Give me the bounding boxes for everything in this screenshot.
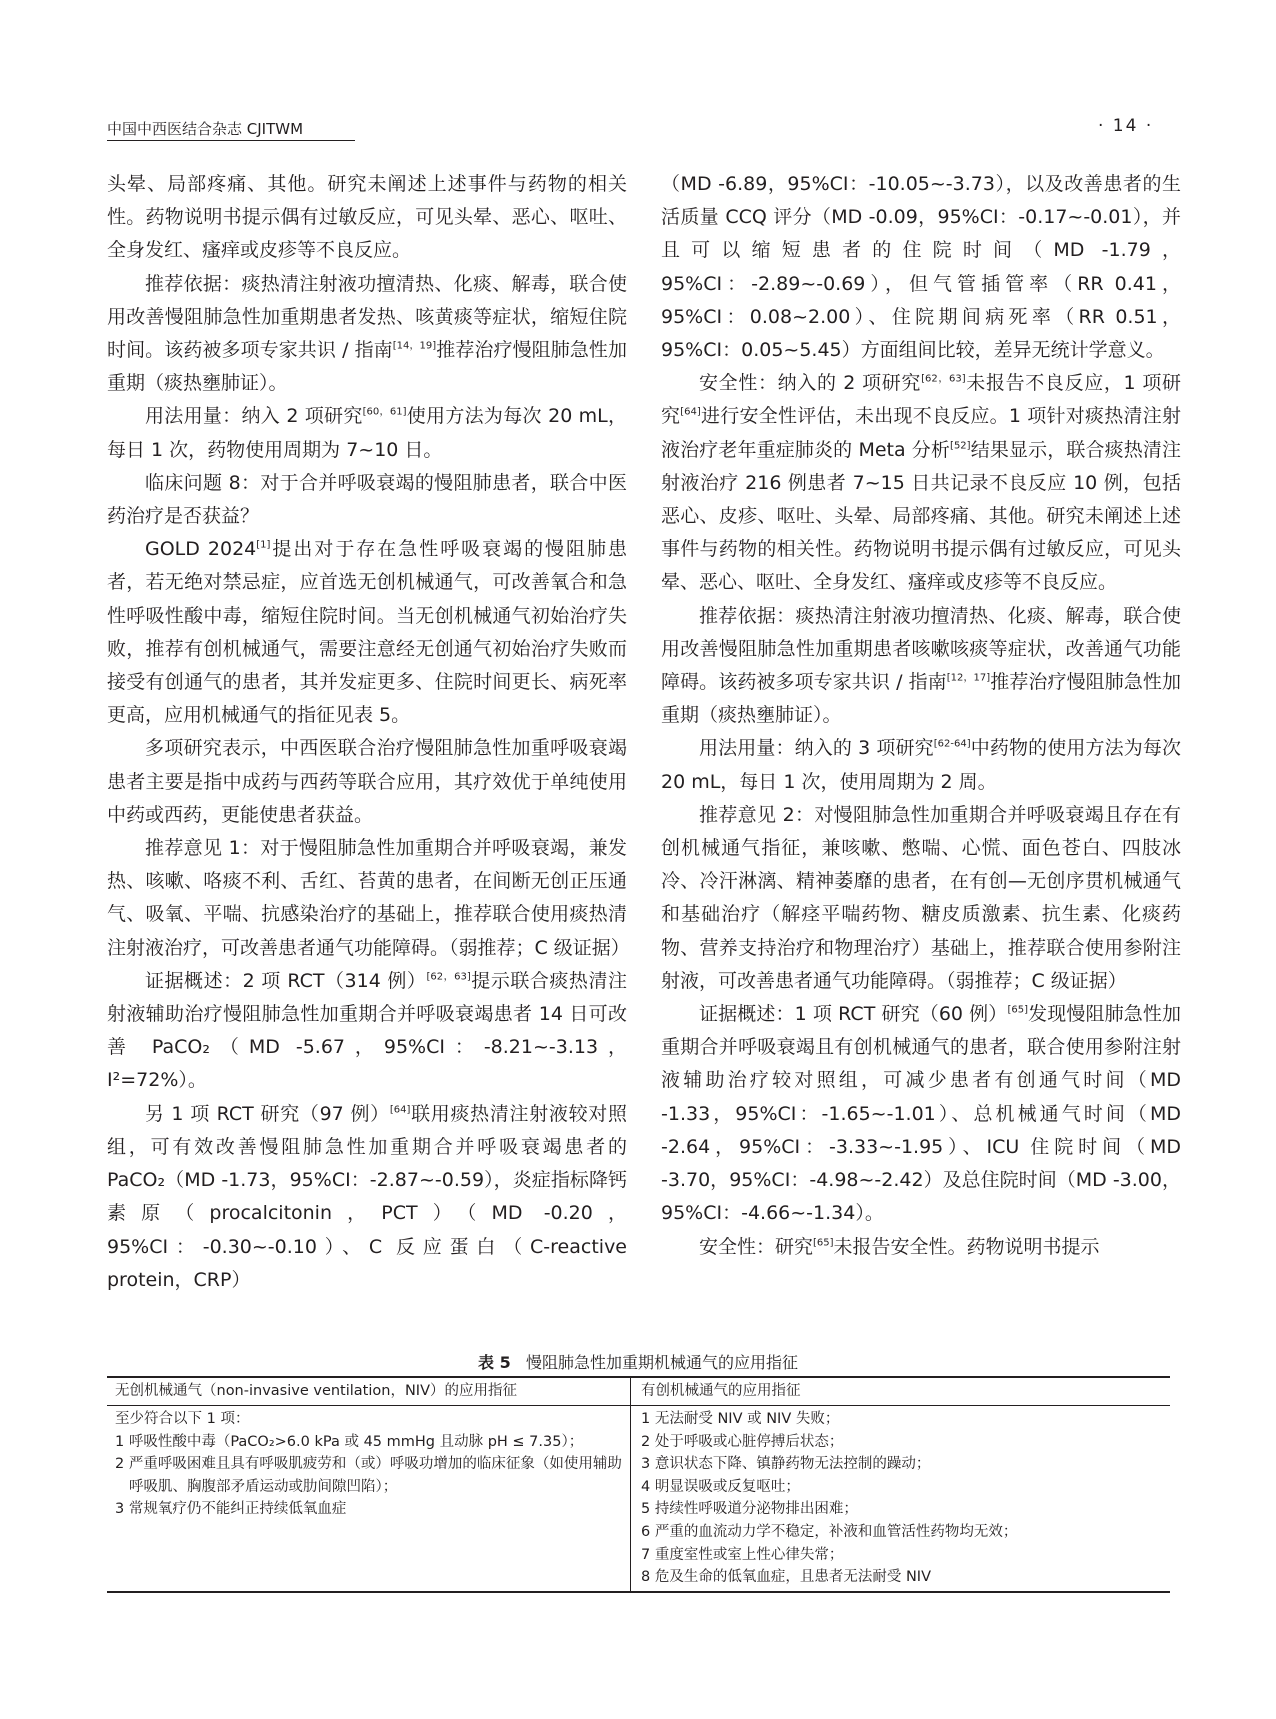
citation-ref: [1] [256,539,271,551]
citation-ref: [65] [1007,1004,1028,1016]
paragraph-text: 提出对于存在急性呼吸衰竭的慢阻肺患者，若无绝对禁忌症，应首选无创机械通气，可改善氧合和急性呼吸性酸中毒，缩短住院时间。当无创机械通气初始治疗失败，推荐有创机械通气，需要注意经无创通气初始治疗失败而接受有创通气的患者，其并发症更多、住院时间更长、病死率更高，应用机械通气的指征见表 5。 [107,538,627,727]
body-paragraph [107,1098,627,1297]
citation-ref: [60，61] [362,407,407,419]
paragraph-text: 头晕、局部疼痛、其他。研究未阐述上述事件与药物的相关性。药物说明书提示偶有过敏反应，可见头晕、恶心、呕吐、全身发红、瘙痒或皮疹等不良反应。 [107,173,627,262]
table-item: 4 明显误吸或反复呕吐； [641,1478,800,1495]
table-header-row [107,1378,1170,1406]
table-item: 5 持续性呼吸道分泌物排出困难； [641,1501,858,1518]
body-paragraph [107,965,627,1098]
paragraph-text: 推荐意见 2：对慢阻肺急性加重期合并呼吸衰竭且存在有创机械通气指征，兼咳嗽、憋喘、心慌、面色苍白、四肢冰冷、冷汗淋漓、精神萎靡的患者，在有创—无创序贯机械通气和基础治疗（解痉平喘药物、糖皮质激素、抗生素、化痰药物、营养支持治疗和物理治疗）基础上，推荐联合使用参附注射液，可改善患者通气功能障碍。（弱推荐；C 级证据） [661,803,1181,992]
paragraph-text: 临床问题 8：对于合并呼吸衰竭的慢阻肺患者，联合中医药治疗是否获益？ [107,471,627,528]
body-paragraph [661,367,1181,599]
paragraph-text: 未报告安全性。药物说明书提示 [833,1235,1100,1258]
table-label: 表 5 [478,1353,511,1372]
table-item: 3 常规氧疗仍不能纠正持续低氧血症 [115,1501,347,1518]
paragraph-text: 推荐治疗慢阻肺急性加重期（痰热壅肺证）。 [107,339,627,395]
citation-ref: [12，17] [946,672,991,684]
journal-name: 中国中西医结合杂志 CJITWM [107,120,304,138]
indication-table [107,1376,1170,1593]
paragraph-text: （MD -6.89，95%CI：-10.05~-3.73），以及改善患者的生活质量 CCQ 评分（MD -0.09，95%CI：-0.17~-0.01），并且可以缩短患者的住院时间（MD -1.79，95%CI：-2.89~-0.69），但气管插管率（RR 0.41，95%CI：0.08~2.00）、住院期间病死率（RR 0.51，95%CI：0.05~5.45）方面组间比较，差异无统计学意义。 [661,173,1181,362]
table-cell-niv [107,1406,631,1591]
body-paragraph [107,400,627,466]
paragraph-text: 未报告不良反应，1 项研究 [661,372,1181,428]
body-paragraph [661,732,1181,798]
paragraph-text: 证据概述：2 项 RCT（314 例） [145,969,427,992]
paragraph-text: GOLD 2024 [145,538,257,561]
page-number: · 14 · [1098,116,1154,136]
table-item: 6 严重的血流动力学不稳定，补液和血管活性药物均无效； [641,1523,1018,1540]
table-cell-invasive [631,1406,1170,1591]
paragraph-text: 用法用量：纳入 2 项研究 [145,405,363,428]
header-rule [107,140,355,141]
paragraph-text: 推荐意见 1：对于慢阻肺急性加重期合并呼吸衰竭，兼发热、咳嗽、咯痰不利、舌红、苔黄的患者，在间断无创正压通气、吸氧、平喘、抗感染治疗的基础上，推荐联合使用痰热清注射液治疗，可改善患者通气功能障碍。（弱推荐；C 级证据） [107,837,630,959]
paragraph-text: 安全性：纳入的 2 项研究 [699,372,922,395]
body-paragraph [661,1231,1181,1264]
body-paragraph [661,168,1181,367]
table-header-invasive: 有创机械通气的应用指征 [641,1383,801,1399]
citation-ref: [62-64] [933,739,971,751]
table-title: 慢阻肺急性加重期机械通气的应用指征 [525,1353,798,1372]
body-paragraph [107,467,627,533]
table-item: 至少符合以下 1 项： [115,1411,250,1427]
body-paragraph [661,998,1181,1230]
citation-ref: [14，19] [392,340,437,352]
paragraph-text: 多项研究表示，中西医联合治疗慢阻肺急性加重呼吸衰竭患者主要是指中成药与西药等联合应用，其疗效优于单纯使用中药或西药，更能使患者获益。 [107,737,627,826]
table-item: 8 危及生命的低氧血症，且患者无法耐受 NIV [641,1569,931,1586]
body-paragraph [107,832,630,965]
body-paragraph [107,268,627,401]
table-item: 1 无法耐受 NIV 或 NIV 失败； [641,1411,840,1427]
table-body [107,1406,1170,1591]
citation-ref: [62，63] [426,971,471,983]
paragraph-text: 证据概述：1 项 RCT 研究（60 例） [699,1003,1008,1026]
paragraph-text: 结果显示，联合痰热清注射液治疗 216 例患者 7~15 日共记录不良反应 10 例，包括恶心、皮疹、呕吐、头晕、局部疼痛、其他。研究未阐述上述事件与药物的相关性。药物说明书提示偶有过敏反应，可见头晕、恶心、呕吐、全身发红、瘙痒或皮疹等不良反应。 [661,438,1181,594]
citation-ref: [52] [950,440,971,452]
citation-ref: [65] [813,1237,834,1249]
body-paragraph [661,799,1181,998]
paragraph-text: 中药物的使用方法为每次 20 mL，每日 1 次，使用周期为 2 周。 [661,737,1181,793]
paragraph-text: 推荐治疗慢阻肺急性加重期（痰热壅肺证）。 [661,671,1181,727]
paragraph-text: 安全性：研究 [699,1235,814,1258]
table-item: 3 意识状态下降、镇静药物无法控制的躁动； [641,1456,931,1473]
table-header-niv: 无创机械通气（non-invasive ventilation，NIV）的应用指征 [107,1378,631,1405]
body-paragraph [107,533,627,732]
left-column [107,168,630,1297]
paragraph-text: 使用方法为每次 20 mL，每日 1 次，药物使用周期为 7~10 日。 [107,405,628,461]
table-item: 2 处于呼吸或心脏停搏后状态； [641,1433,844,1450]
paragraph-text: 进行安全性评估，未出现不良反应。1 项针对痰热清注射液治疗老年重症肺炎的 Meta 分析 [661,405,1181,461]
paragraph-text: 推荐依据：痰热清注射液功擅清热、化痰、解毒，联合使用改善慢阻肺急性加重期患者发热、咳黄痰等症状，缩短住院时间。该药被多项专家共识 / 指南 [107,272,627,362]
paragraph-text: 另 1 项 RCT 研究（97 例） [145,1102,390,1125]
right-column [661,168,1181,1264]
citation-ref: [64] [389,1104,411,1116]
citation-ref: [64] [680,407,701,419]
paragraph-text: 联用痰热清注射液较对照组，可有效改善慢阻肺急性加重期合并呼吸衰竭患者的 PaCO₂（MD -1.73，95%CI：-2.87~-0.59），炎症指标降钙素原（procalcitonin，PCT）（MD -0.20，95%CI：-0.30~-0.10）、C 反应蛋白（C-reactive protein，CRP） [107,1102,627,1291]
table-item: 2 严重呼吸困难且具有呼吸肌疲劳和（或）呼吸功增加的临床征象（如使用辅助呼吸肌、胸腹部矛盾运动或肋间隙凹陷）； [115,1456,622,1495]
body-paragraph [661,600,1181,733]
paragraph-text: 发现慢阻肺急性加重期合并呼吸衰竭且有创机械通气的患者，联合使用参附注射液辅助治疗较对照组，可减少患者有创通气时间（MD -1.33，95%CI：-1.65~-1.01）、总机械通气时间（MD -2.64，95%CI：-3.33~-1.95）、ICU 住院时间（MD -3.70，95%CI：-4.98~-2.42）及总住院时间（MD -3.00，95%CI：-4.66~-1.34）。 [661,1003,1181,1225]
citation-ref: [62，63] [921,373,966,385]
paragraph-text: 推荐依据：痰热清注射液功擅清热、化痰、解毒，联合使用改善慢阻肺急性加重期患者咳嗽咳痰等症状，改善通气功能障碍。该药被多项专家共识 / 指南 [661,604,1181,694]
table-item: 1 呼吸性酸中毒（PaCO₂>6.0 kPa 或 45 mmHg 且动脉 pH ≤ 7.35）； [115,1433,584,1450]
body-paragraph [107,168,627,268]
table-item: 7 重度室性或室上性心律失常； [641,1546,844,1563]
paragraph-text: 提示联合痰热清注射液辅助治疗慢阻肺急性加重期合并呼吸衰竭患者 14 日可改善 PaCO₂（MD -5.67，95%CI：-8.21~-3.13，I²=72%）。 [107,969,627,1092]
body-paragraph [107,732,627,832]
paragraph-text: 用法用量：纳入的 3 项研究 [699,737,934,760]
table-caption [0,1350,1276,1373]
